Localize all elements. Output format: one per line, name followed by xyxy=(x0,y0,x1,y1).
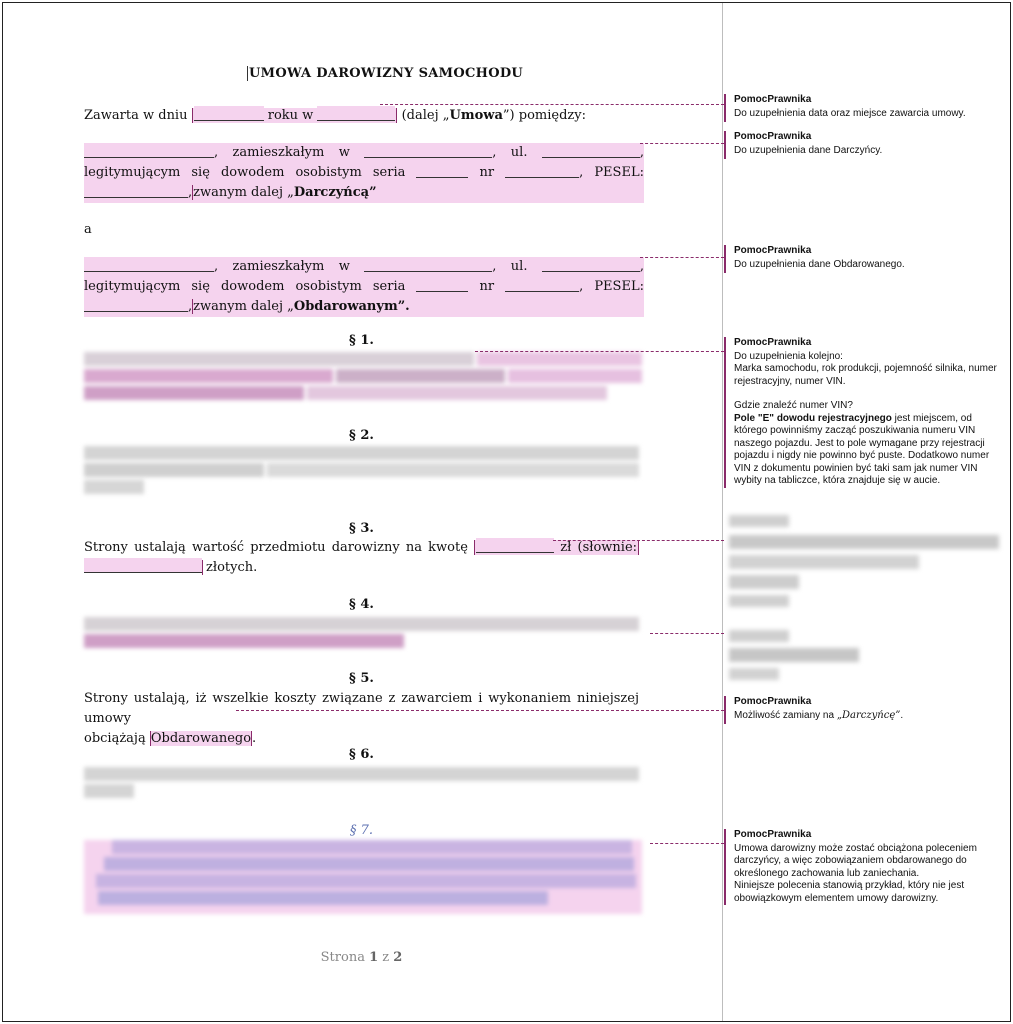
comment-7[interactable] xyxy=(724,696,1006,724)
comment-author: PomocPrawnika xyxy=(734,337,812,348)
intro-text-3: (dalej „ xyxy=(401,108,450,123)
comment-text-4: Pole "E" dowodu rejestracyjnego jest miejscem, od którego powinniśmy zacząć poszukiwania numeru VIN naszego pojazdu. Jest to pole wymagane przy rejestracji pojazdu i nigdy nie powinno być puste. Dodatkowo numer VIN z dokumentu powinien być taki sam jak numer VIN wybity na tabliczce, która znajduje się w aucie. xyxy=(734,412,990,486)
comment-8[interactable] xyxy=(724,829,1006,905)
comment-1[interactable] xyxy=(724,94,1006,122)
comment-text: Do uzupełnienia dane Darczyńcy. xyxy=(734,144,883,156)
section-3-heading: § 3. xyxy=(349,521,374,536)
margin-divider xyxy=(722,3,723,1021)
party2-id-series-field[interactable] xyxy=(416,277,468,292)
party2-line3: ,zwanym dalej „Obdarowanym”. xyxy=(84,297,644,317)
party1-street-field[interactable] xyxy=(542,143,640,158)
comment-2-connector xyxy=(640,143,724,144)
comment-1-connector xyxy=(380,104,724,105)
intro-fill-group: roku w xyxy=(192,108,398,123)
place-field[interactable] xyxy=(317,106,395,121)
party1-line3: ,zwanym dalej „Darczyńcą” xyxy=(84,183,644,203)
section-3-line1: Strony ustalają wartość przedmiotu darowizny na kwotę zł (słownie: xyxy=(84,540,638,555)
party1-name-field[interactable] xyxy=(84,143,214,158)
comment-4-connector xyxy=(475,351,724,352)
section-1-heading: § 1. xyxy=(349,333,374,348)
page-footer: Strona 1 z 2 xyxy=(320,950,403,965)
comment-author: PomocPrawnika xyxy=(734,245,812,256)
party2-block xyxy=(84,257,644,317)
party2-street-field[interactable] xyxy=(542,257,640,272)
blurred-comment-5 xyxy=(729,515,1006,607)
party2-pesel-field[interactable] xyxy=(84,297,188,312)
intro-umowa: Umowa xyxy=(449,108,503,123)
intro-text-1: Zawarta w dniu xyxy=(84,108,188,123)
section-5-heading: § 5. xyxy=(349,671,374,686)
amount-words-field[interactable] xyxy=(84,558,202,573)
section-7-blurred-text xyxy=(84,840,642,914)
party1-id-series-field[interactable] xyxy=(416,163,468,178)
section-4-heading: § 4. xyxy=(349,597,374,612)
comment-text-3: Gdzie znaleźć numer VIN? xyxy=(734,400,853,411)
obdarowanego-highlight[interactable]: Obdarowanego xyxy=(150,731,252,746)
comment-6-connector xyxy=(650,633,724,634)
section-2-heading: § 2. xyxy=(349,428,374,443)
blurred-comment-6 xyxy=(729,630,864,680)
section-6-blurred-text xyxy=(84,767,642,805)
party1-line1: , zamieszkałym w , ul. , xyxy=(84,143,644,163)
comment-4[interactable] xyxy=(724,337,1006,488)
intro-line xyxy=(84,106,639,126)
amount-group: zł (słownie: xyxy=(474,540,639,555)
intro-text-4: ”) pomiędzy: xyxy=(502,108,586,123)
comment-7-connector xyxy=(236,710,724,711)
comment-author: PomocPrawnika xyxy=(734,829,812,840)
comment-text: Do uzupełnienia data oraz miejsce zawarcia umowy. xyxy=(734,107,966,119)
and-word: a xyxy=(84,222,92,237)
section-1-blurred-text xyxy=(84,352,642,406)
section-5-text xyxy=(84,689,639,749)
section-5-line1: Strony ustalają, iż wszelkie koszty związane z zawarciem i wykonaniem niniejszej umowy xyxy=(84,691,639,726)
comment-text: Możliwość zamiany na „Darczyńcę”. xyxy=(734,709,904,721)
section-7-heading: § 7. xyxy=(349,823,374,838)
section-5-line2: obciążają Obdarowanego. xyxy=(84,731,257,746)
comment-8-connector xyxy=(650,843,724,844)
party2-id-number-field[interactable] xyxy=(505,277,579,292)
party2-name-field[interactable] xyxy=(84,257,214,272)
document-title: UMOWA DAROWIZNY SAMOCHODU xyxy=(249,66,524,81)
section-3-line2: złotych. xyxy=(84,558,639,578)
section-2-blurred-text xyxy=(84,446,642,502)
party2-city-field[interactable] xyxy=(364,257,492,272)
party1-pesel-field[interactable] xyxy=(84,183,188,198)
date-field[interactable] xyxy=(194,106,264,121)
party1-line2: legitymującym się dowodem osobistym seria nr , PESEL: xyxy=(84,165,644,180)
party2-line1: , zamieszkałym w , ul. , xyxy=(84,257,644,277)
comment-author: PomocPrawnika xyxy=(734,131,812,142)
comment-text-1: Do uzupełnienia kolejno: xyxy=(734,350,843,362)
comment-3-connector xyxy=(640,257,724,258)
comment-text-2: Niniejsze polecenia stanowią przykład, który nie jest obowiązkowym elementem umowy darowizny. xyxy=(734,880,965,904)
party2-line2: legitymującym się dowodem osobistym seria nr , PESEL: xyxy=(84,279,644,294)
comment-5-connector xyxy=(553,540,724,541)
party1-id-number-field[interactable] xyxy=(505,163,579,178)
comment-3[interactable] xyxy=(724,245,1006,273)
comment-text: Do uzupełnienia dane Obdarowanego. xyxy=(734,258,905,270)
section-3-text xyxy=(84,538,639,578)
comment-author: PomocPrawnika xyxy=(734,94,812,105)
party1-city-field[interactable] xyxy=(364,143,492,158)
comment-text-1: Umowa darowizny może zostać obciążona poleceniem darczyńcy, a więc zobowiązaniem obdarowanego do określonego zachowania lub zaniechania. xyxy=(734,842,977,879)
comment-text-2: Marka samochodu, rok produkcji, pojemność silnika, numer rejestracyjny, numer VIN. xyxy=(734,363,997,387)
amount-field[interactable] xyxy=(476,538,554,553)
comment-2[interactable] xyxy=(724,131,1006,159)
section-6-heading: § 6. xyxy=(349,747,374,762)
section-4-blurred-text xyxy=(84,617,642,655)
comment-author: PomocPrawnika xyxy=(734,696,812,707)
party1-block xyxy=(84,143,644,203)
